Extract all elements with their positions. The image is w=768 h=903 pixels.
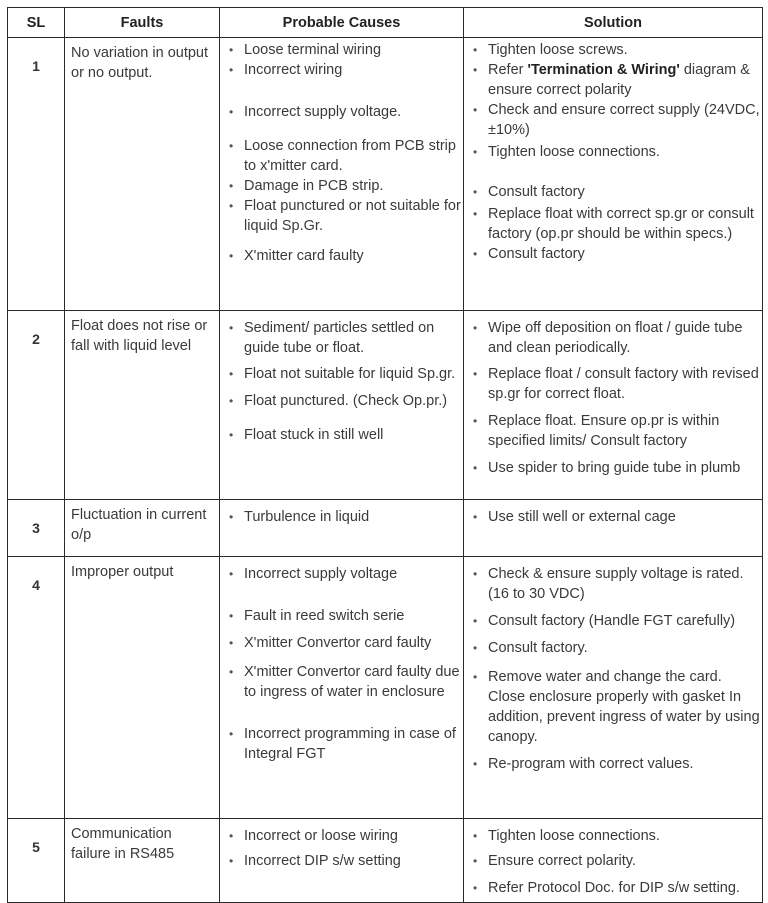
table-row [8,819,763,903]
list-item: • Consult factory. [473,640,588,656]
table-row [8,38,763,311]
bullet-icon: • [229,428,234,442]
list-item: • Tighten loose connections. [473,144,660,160]
bullet-icon: • [229,63,234,77]
header-solution: Solution [464,8,763,38]
list-item: • X'mitter card faulty [229,248,364,264]
list-item: • Wipe off deposition on float / guide tube and clean periodically. [473,320,743,356]
solution-cell [464,500,763,557]
termination-wiring-ref: 'Termination & Wiring' [527,62,680,78]
list-item: • Refer Protocol Doc. for DIP s/w setting. [473,880,740,896]
bullet-icon: • [229,249,234,263]
list-item: • Incorrect DIP s/w setting [229,853,401,869]
list-item: • Incorrect programming in case of Integral FGT [229,726,456,762]
bullet-icon: • [473,43,478,57]
bullet-icon: • [473,414,478,428]
table-row [8,500,763,557]
list-item: • Consult factory [473,246,585,262]
list-item: • Float not suitable for liquid Sp.gr. [229,366,456,382]
causes-cell [220,819,464,903]
list-item: • Float punctured or not suitable for liquid Sp.Gr. [229,198,461,234]
bullet-icon: • [229,321,234,335]
list-item: • Tighten loose screws. [473,42,628,58]
bullet-icon: • [229,665,234,679]
fault-cell: Fluctuation in current o/p [65,500,220,557]
list-item: • Refer 'Termination & Wiring' diagram & ensure correct polarity [473,62,750,98]
list-item: • Loose connection from PCB strip to x'mitter card. [229,138,456,174]
bullet-icon: • [473,145,478,159]
list-item: • Tighten loose connections. [473,828,660,844]
bullet-icon: • [229,727,234,741]
header-causes: Probable Causes [220,8,464,38]
list-item: • Check and ensure correct supply (24VDC, ±10%) [473,102,760,138]
bullet-icon: • [473,567,478,581]
fault-cell: Improper output [65,557,220,819]
bullet-icon: • [473,207,478,221]
bullet-icon: • [473,510,478,524]
row-number: 2 [8,311,65,500]
row-number: 4 [8,557,65,819]
bullet-icon: • [229,179,234,193]
list-item: • Sediment/ particles settled on guide tube or float. [229,320,435,356]
fault-cell: Float does not rise or fall with liquid level [65,311,220,500]
solution-cell [464,311,763,500]
solution-cell [464,819,763,903]
list-item: • Float stuck in still well [229,427,384,443]
bullet-icon: • [473,829,478,843]
header-row [8,8,763,38]
causes-cell [220,38,464,311]
list-item: • X'mitter Convertor card faulty due to ingress of water in enclosure [229,664,460,700]
bullet-icon: • [229,394,234,408]
solution-cell [464,557,763,819]
list-item: • X'mitter Convertor card faulty [229,635,432,651]
bullet-icon: • [473,854,478,868]
table-row [8,311,763,500]
bullet-icon: • [473,321,478,335]
solution-cell [464,38,763,311]
header-faults: Faults [65,8,220,38]
list-item: • Incorrect supply voltage. [229,104,402,120]
row-number: 5 [8,819,65,903]
causes-cell [220,557,464,819]
list-item: • Loose terminal wiring [229,42,382,58]
list-item: • Incorrect or loose wiring [229,828,398,844]
bullet-icon: • [473,641,478,655]
bullet-icon: • [229,636,234,650]
bullet-icon: • [229,854,234,868]
list-item: • Incorrect supply voltage [229,566,398,582]
list-item: • Float punctured. (Check Op.pr.) [229,393,448,409]
fault-cell: Communication failure in RS485 [65,819,220,903]
troubleshooting-table [7,7,763,903]
bullet-icon: • [473,247,478,261]
list-item: • Fault in reed switch serie [229,608,405,624]
list-item: • Replace float with correct sp.gr or consult factory (op.pr should be within specs.) [473,206,754,242]
causes-cell [220,500,464,557]
bullet-icon: • [229,510,234,524]
list-item: • Replace float. Ensure op.pr is within specified limits/ Consult factory [473,413,720,449]
bullet-icon: • [229,367,234,381]
bullet-icon: • [229,43,234,57]
fault-cell: No variation in output or no output. [65,38,220,311]
list-item: • Damage in PCB strip. [229,178,384,194]
list-item: • Ensure correct polarity. [473,853,637,869]
row-number: 1 [8,38,65,311]
list-item: • Check & ensure supply voltage is rated. (16 to 30 VDC) [473,566,744,602]
list-item: • Remove water and change the card. Close enclosure properly with gasket In addition, prevent ingress of water by using canopy. [473,669,760,745]
list-item: • Consult factory (Handle FGT carefully) [473,613,736,629]
bullet-icon: • [473,185,478,199]
list-item: • Use still well or external cage [473,509,676,525]
bullet-icon: • [473,670,478,684]
header-sl: SL [8,8,65,38]
list-item: • Use spider to bring guide tube in plumb [473,460,741,476]
list-item: • Re-program with correct values. [473,756,694,772]
bullet-icon: • [229,829,234,843]
table-row [8,557,763,819]
bullet-icon: • [473,103,478,117]
bullet-icon: • [473,63,478,77]
list-item: • Consult factory [473,184,585,200]
bullet-icon: • [229,139,234,153]
bullet-icon: • [473,757,478,771]
bullet-icon: • [473,461,478,475]
row-number: 3 [8,500,65,557]
causes-cell [220,311,464,500]
bullet-icon: • [229,199,234,213]
bullet-icon: • [229,609,234,623]
bullet-icon: • [229,567,234,581]
bullet-icon: • [473,367,478,381]
list-item: • Replace float / consult factory with revised sp.gr for correct float. [473,366,759,402]
bullet-icon: • [229,105,234,119]
bullet-icon: • [473,614,478,628]
list-item: • Turbulence in liquid [229,509,370,525]
bullet-icon: • [473,881,478,895]
list-item: • Incorrect wiring [229,62,343,78]
